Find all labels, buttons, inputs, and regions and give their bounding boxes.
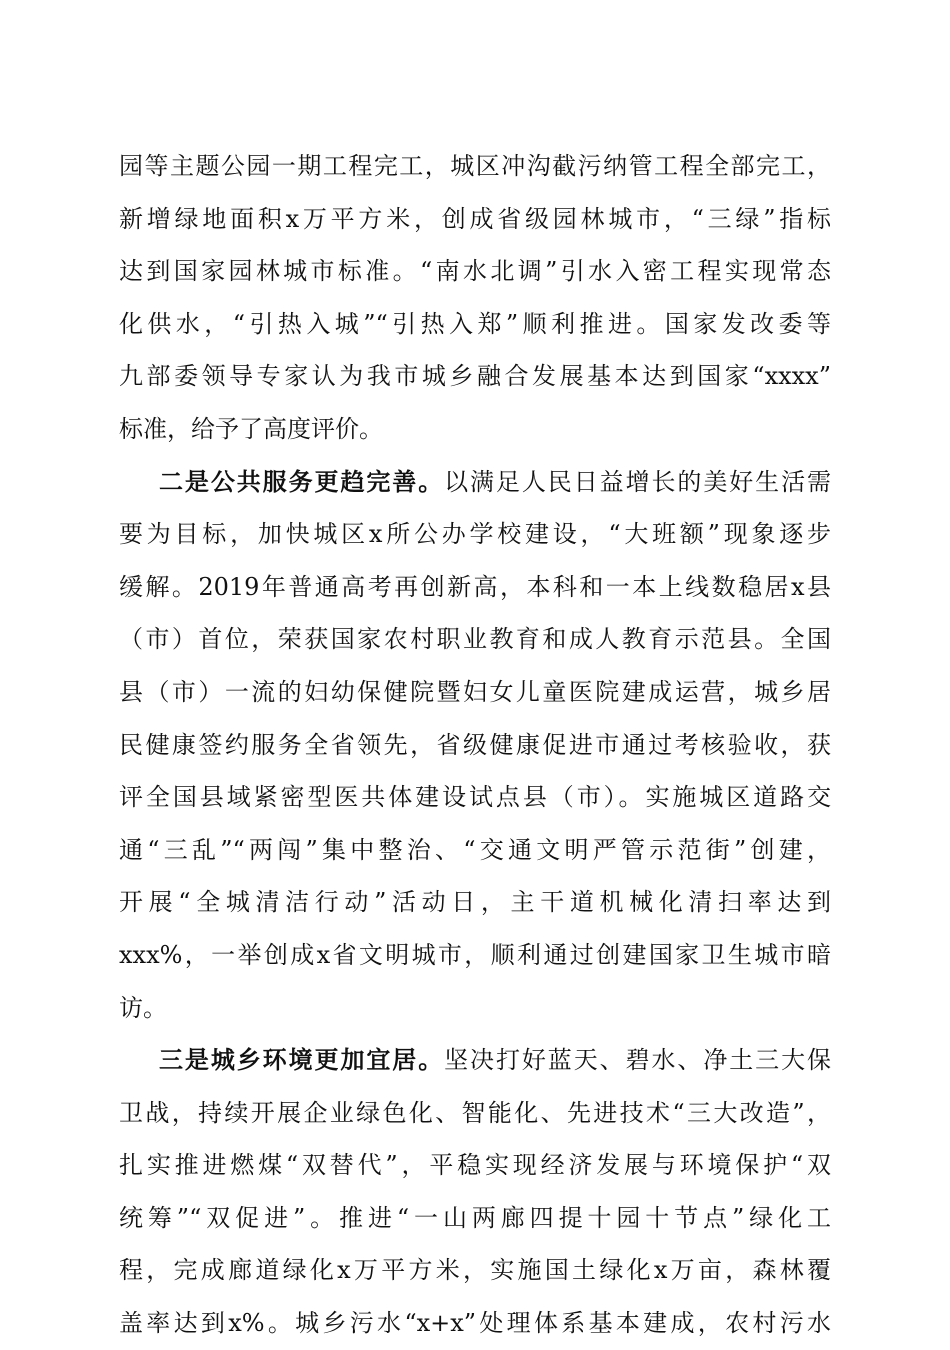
paragraph-line: 标准，给予了高度评价。: [119, 414, 383, 443]
body-text: [119, 140, 831, 1350]
paragraph-text: 以满足人民日益增长的美好生活需: [444, 467, 831, 496]
paragraph-line: 通“三乱”“两闯”集中整治、“交通文明严管示范街”创建，: [119, 835, 831, 864]
paragraph-line: 九部委领导专家认为我市城乡融合发展基本达到国家“xxxx”: [119, 362, 831, 391]
paragraph-line: 开展“全城清洁行动”活动日，主干道机械化清扫率达到: [119, 888, 831, 917]
paragraph-line: 评全国县域紧密型医共体建设试点县（市）。实施城区道路交: [119, 783, 831, 812]
paragraph-line: （市）首位，荣获国家农村职业教育和成人教育示范县。全国: [119, 625, 831, 654]
paragraph-first-line: [119, 456, 831, 509]
paragraph-line: 访。: [119, 993, 167, 1022]
paragraph-heading: 二是公共服务更趋完善。: [159, 466, 445, 496]
paragraph-line: 盖率达到x%。城乡污水“x+x”处理体系基本建成，农村污水: [119, 1309, 831, 1338]
paragraph-line: 化供水，“引热入城”“引热入郑”顺利推进。国家发改委等: [119, 309, 831, 338]
paragraph-heading: 三是城乡环境更加宜居。: [159, 1045, 445, 1075]
paragraph-3: [119, 1034, 831, 1350]
paragraph-line: 扎实推进燃煤“双替代”，平稳实现经济发展与环境保护“双: [119, 1151, 831, 1180]
paragraph-line: 县（市）一流的妇幼保健院暨妇女儿童医院建成运营，城乡居: [119, 677, 831, 706]
paragraph-line: 园等主题公园一期工程完工，城区冲沟截污纳管工程全部完工，: [119, 152, 831, 180]
paragraph-line: 要为目标，加快城区x所公办学校建设，“大班额”现象逐步: [119, 520, 831, 549]
paragraph-line: 民健康签约服务全省领先，省级健康促进市通过考核验收，获: [119, 730, 831, 759]
paragraph-line: 统筹”“双促进”。推进“一山两廊四提十园十节点”绿化工: [119, 1203, 831, 1232]
paragraph-line: xxx%，一举创成x省文明城市，顺利通过创建国家卫生城市暗: [119, 940, 831, 969]
paragraph-first-line: [119, 1034, 831, 1087]
paragraph-line: 新增绿地面积x万平方米，创成省级园林城市，“三绿”指标: [119, 204, 831, 233]
paragraph-line: 达到国家园林城市标准。“南水北调”引水入密工程实现常态: [119, 257, 831, 286]
paragraph-line: 缓解。2019年普通高考再创新高，本科和一本上线数稳居x县: [119, 572, 831, 601]
paragraph-line: 卫战，持续开展企业绿色化、智能化、先进技术“三大改造”，: [119, 1098, 831, 1127]
paragraph-text: 坚决打好蓝天、碧水、净土三大保: [444, 1046, 831, 1075]
paragraph-2: [119, 456, 831, 1035]
paragraph-line: 程，完成廊道绿化x万平方米，实施国土绿化x万亩，森林覆: [119, 1256, 831, 1285]
paragraph-1: [119, 140, 831, 456]
